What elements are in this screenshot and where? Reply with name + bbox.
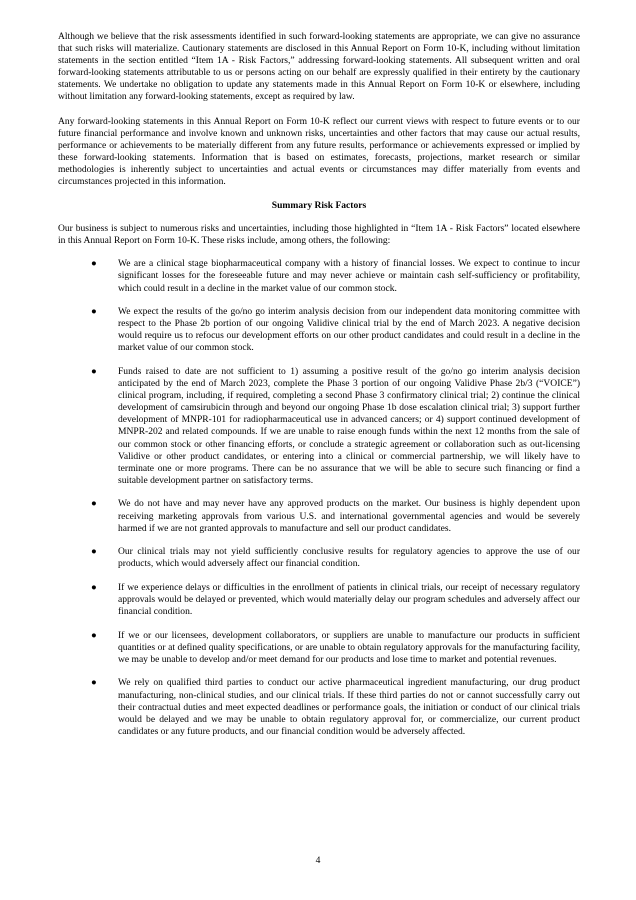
risk-factor-text: We do not have and may never have any approved products on the market. Our business is highly dependent upon receiving marketing approvals from various U.S. and international governmental agencies and would be severely harmed if we are not granted approvals to manufacture and sell our product candidates. <box>118 498 580 534</box>
bullet-icon: ● <box>91 365 97 377</box>
page-number: 4 <box>315 855 321 866</box>
bullet-icon: ● <box>91 546 97 558</box>
document-page <box>58 31 580 749</box>
risk-factor-text: Our clinical trials may not yield sufficiently conclusive results for regulatory agencies to approve the use of our products, which would adversely affect our financial condition. <box>118 546 580 570</box>
bullet-icon: ● <box>91 258 97 270</box>
risk-factor-item <box>58 498 580 534</box>
risk-factor-text: We rely on qualified third parties to conduct our active pharmaceutical ingredient manufacturing, our drug product manufacturing, non-clinical studies, and our clinical trials. If these third parties do not or cannot successfully carry out their contractual duties and meet expected deadlines or performance goals, the initiation or conduct of our clinical trials would be delayed and we may be unable to obtain regulatory approval for, or commercialize, our current product candidates or any future products, and our financial condition would be adversely affected. <box>118 677 580 737</box>
risk-factor-item <box>58 630 580 666</box>
risk-factor-item <box>58 306 580 354</box>
risk-factor-item <box>58 582 580 618</box>
risk-factor-item <box>58 258 580 294</box>
bullet-icon: ● <box>91 306 97 318</box>
bullet-icon: ● <box>91 677 97 689</box>
risk-factor-item <box>58 366 580 487</box>
forward-looking-paragraph: Any forward-looking statements in this Annual Report on Form 10-K reflect our current views with respect to future events or to our future financial performance and involve known and unknown risks, uncertainties and other factors that may cause our actual results, performance or achievements to be materially different from any future results, performance or achievements expressed or implied by these forward-looking statements. Information that is based on estimates, forecasts, projections, market research or similar methodologies is inherently subject to uncertainties and actual events or circumstances may differ materially from events and circumstances projected in this information. <box>58 115 580 188</box>
risk-factor-text: We are a clinical stage biopharmaceutical company with a history of financial losses. We expect to continue to incur significant losses for the foreseeable future and may never achieve or maintain cash self-sufficiency or profitability, which could result in a decline in the market value of our common stock. <box>118 258 580 294</box>
bullet-icon: ● <box>91 498 97 510</box>
bullet-icon: ● <box>91 629 97 641</box>
risk-factor-text: Funds raised to date are not sufficient to 1) assuming a positive result of the go/no go interim analysis decision anticipated by the end of March 2023, complete the Phase 3 portion of our ongoing Validive Phase 2b/3 (“VOICE”) clinical program, including, if required, completing a second Phase 3 confirmatory clinical trial; 2) continue the clinical development of camsirubicin through and beyond our ongoing Phase 1b dose escalation clinical trial; 3) support further development of MNPR-101 for radiopharmaceutical use in advanced cancers; or 4) support continued development of MNPR-202 and related compounds. If we are unable to raise enough funds within the next 12 months from the sale of our common stock or other financing efforts, or conclude a strategic agreement or collaboration such as out-licensing Validive or other product candidates, or entering into a clinical or commercial partnership, we will likely have to terminate one or more programs. There can be no assurance that we will be able to secure such financing or find a suitable development partner on satisfactory terms. <box>118 365 580 486</box>
risk-factor-text: If we or our licensees, development collaborators, or suppliers are unable to manufacture our products in sufficient quantities or at defined quality specifications, or are unable to obtain regulatory approvals for the manufacturing facility, we may be unable to develop and/or meet demand for our products and lose time to market and potential revenues. <box>118 629 580 665</box>
section-heading: Summary Risk Factors <box>271 200 367 212</box>
risk-factor-text: If we experience delays or difficulties in the enrollment of patients in clinical trials, our receipt of necessary regulatory approvals would be delayed or prevented, which would materially delay our program schedules and adversely affect our financial condition. <box>118 581 580 618</box>
risk-factor-item <box>58 546 580 570</box>
summary-intro-paragraph: Our business is subject to numerous risks and uncertainties, including those highlighted in “Item 1A - Risk Factors” located elsewhere in this Annual Report on Form 10-K. These risks include, among others, the following: <box>58 223 580 247</box>
risk-factor-list <box>58 258 580 738</box>
risk-factor-item <box>58 677 580 737</box>
bullet-icon: ● <box>91 581 97 593</box>
risk-factor-text: We expect the results of the go/no go interim analysis decision from our independent data monitoring committee with respect to the Phase 2b portion of our ongoing Validive clinical trial by the end of March 2023. A negative decision would require us to refocus our development efforts on our other product candidates and could result in a decline in the market value of our common stock. <box>118 306 580 354</box>
forward-looking-paragraph: Although we believe that the risk assessments identified in such forward-looking statements are appropriate, we can give no assurance that such risks will materialize. Cautionary statements are disclosed in this Annual Report on Form 10-K, including without limitation statements in the section entitled “Item 1A - Risk Factors,” addressing forward-looking statements. All subsequent written and oral forward-looking statements attributable to us or persons acting on our behalf are expressly qualified in their entirety by the cautionary statements. We undertake no obligation to update any statements made in this Annual Report on Form 10-K or elsewhere, including without limitation any forward-looking statements, except as required by law. <box>58 31 580 103</box>
